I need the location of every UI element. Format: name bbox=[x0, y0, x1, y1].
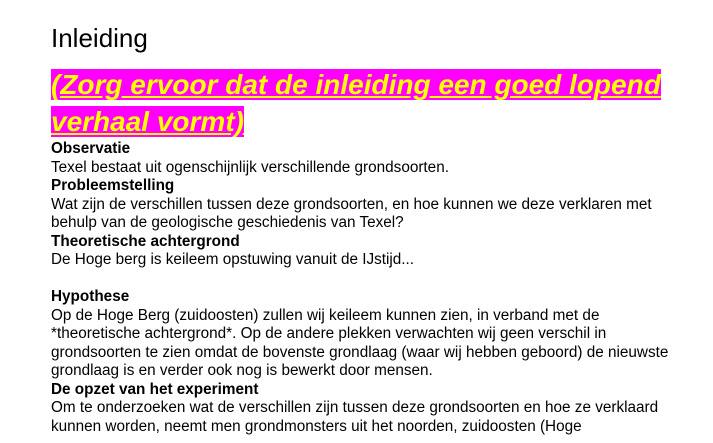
highlighted-note-text: (Zorg ervoor dat de inleiding een goed lopend verhaal vormt) bbox=[51, 69, 661, 137]
paragraph-observatie: Texel bestaat uit ogenschijnlijk verschillende grondsoorten. bbox=[51, 158, 449, 176]
heading-probleemstelling: Probleemstelling bbox=[51, 177, 175, 194]
paragraph-hypothese: Op de Hoge Berg (zuidoosten) zullen wij keileem kunnen zien, in verband met de *theoretische achtergrond*. Op de andere plekken verwachten wij geen verschil in grondsoorten te zien omdat de bovenste grondlaag (waar wij hebben geboord) de nieuwste grondlaag is en verder ook nog is bewerkt door mensen. bbox=[51, 306, 669, 379]
empty-line bbox=[51, 270, 691, 289]
paragraph-theoretische-achtergrond: De Hoge berg is keileem opstuwing vanuit de IJstijd... bbox=[51, 251, 415, 268]
paragraph-probleemstelling: Wat zijn de verschillen tussen deze grondsoorten, en hoe kunnen we deze verklaren met behulp van de geologische geschiedenis van Texel? bbox=[51, 195, 652, 231]
highlighted-note bbox=[51, 66, 691, 140]
heading-hypothese: Hypothese bbox=[51, 288, 130, 305]
heading-theoretische-achtergrond: Theoretische achtergrond bbox=[51, 232, 240, 250]
heading-opzet-experiment: De opzet van het experiment bbox=[51, 380, 259, 398]
document-body bbox=[51, 140, 691, 436]
paragraph-opzet-experiment: Om te onderzoeken wat de verschillen zijn tussen deze grondsoorten en hoe ze verklaard kunnen worden, neemt men grondmonsters uit het noorden, zuidoosten (Hoge bbox=[51, 399, 659, 435]
page-title: Inleiding bbox=[51, 23, 148, 53]
heading-observatie: Observatie bbox=[51, 140, 131, 157]
